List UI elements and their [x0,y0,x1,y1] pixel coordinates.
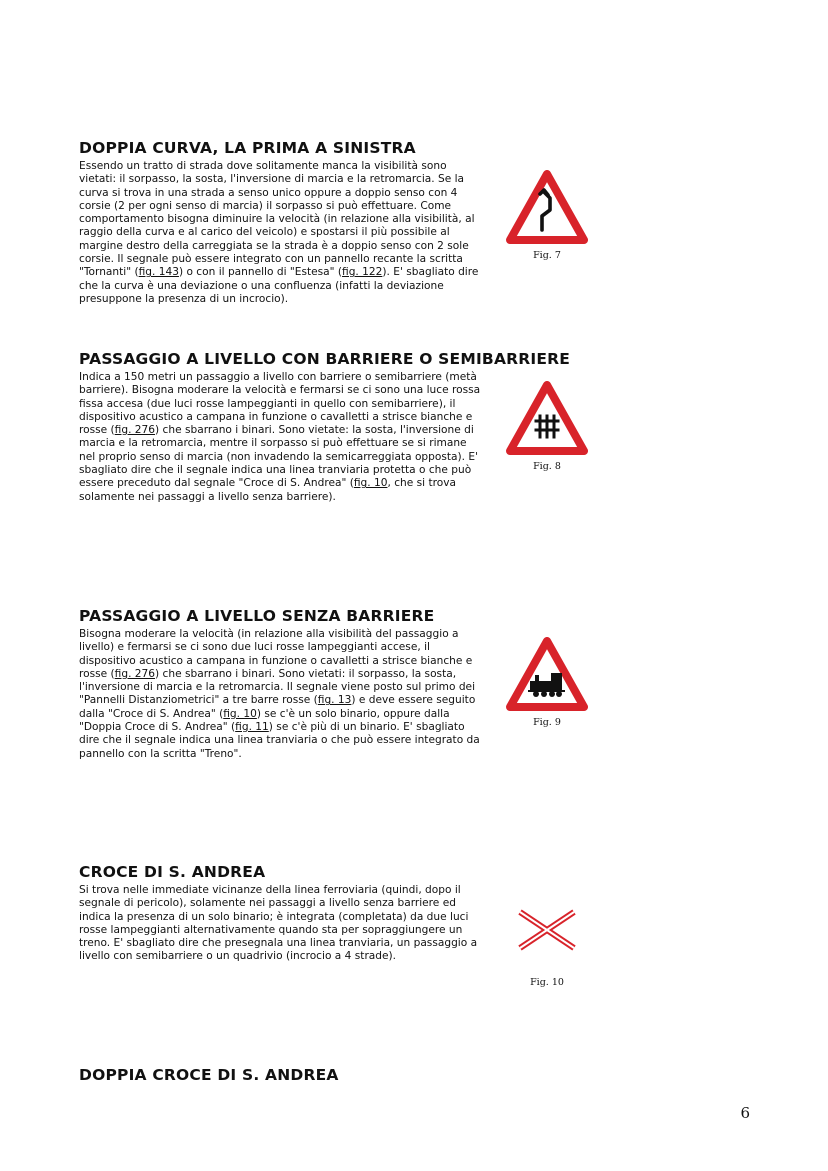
body-text: ) e deve essere seguito dalla "Croce di S. Andrea" ( [79,694,476,720]
double-curve-left-sign-icon [506,170,588,244]
figure-link[interactable]: fig. 10 [223,707,257,720]
body-text: ) o con il pannello di "Estesa" ( [178,266,343,279]
body-text: ) che sbarrano i binari. Sono vietate: la sosta, l'inversione di marcia e la retromarcia, mentre il sorpasso si può effettuare se si rimane nel proprio senso di marcia (non invadendo la semicarreggiata opposta). E' sbagliato dire che il segnale indica una linea tranviaria protetta o che può essere preceduto dal segnale "Croce di S. Andrea" ( [79,424,478,490]
section-body [79,628,482,761]
section-title: CROCE DI S. ANDREA [79,863,266,881]
body-text: Essendo un tratto di strada dove solitamente manca la visibilità sono vietati: il sorpasso, la sosta, l'inversione di marcia e la retromarcia. Se la curva si trova in una strada a senso unico oppure a doppio senso con 4 corsie (2 per ogni senso di marcia) il sorpasso si può effettuare. Come comportamento bisogna diminuire la velocità (in relazione alla visibilità, al raggio della curva e al carico del veicolo) e spostarsi il più possibile al margine destro della carreggiata se la strada è a doppio senso con 2 sole corsie. Il segnale può essere integrato con un pannello recante la scritta "Tornanti" ( [79,160,475,279]
body-text: Si trova nelle immediate vicinanze della linea ferroviaria (quindi, dopo il segnale di pericolo), solamente nei passaggi a livello senza barriere ed indica la presenza di un solo binario; è integrata (completata) da due luci rosse lampeggianti alternativamente quando sta per sopraggiungere un treno. E' sbagliato dire che presegnala una linea tranviaria, un passaggio a livello con semibarriere o un quadrivio (incrocio a 4 strade). [79,884,478,963]
figure-caption: Fig. 10 [530,977,564,988]
section-body [79,160,482,306]
page-number: 6 [740,1104,750,1122]
section-title: PASSAGGIO A LIVELLO SENZA BARRIERE [79,607,435,625]
figure-caption: Fig. 7 [533,250,561,261]
section-title: DOPPIA CURVA, LA PRIMA A SINISTRA [79,139,416,157]
section-title: PASSAGGIO A LIVELLO CON BARRIERE O SEMIBARRIERE [79,350,571,368]
level-crossing-barriers-sign-icon [506,381,588,455]
figure-9 [505,637,589,728]
level-crossing-no-barriers-sign-icon [506,637,588,711]
body-text: ) se c'è più di un binario. E' sbagliato dire che il segnale indica una linea tranviaria o che può essere integrato da pannello con la scritta "Treno". [79,721,480,760]
figure-8 [505,381,589,472]
section-title: DOPPIA CROCE DI S. ANDREA [79,1066,339,1084]
body-text: ). E' sbagliato dire che la curva è una deviazione o una confluenza (infatti la deviazione presuppone la presenza di un incrocio). [79,266,479,305]
figure-caption: Fig. 9 [533,717,561,728]
figure-7 [505,170,589,261]
figure-link[interactable]: fig. 143 [138,266,179,279]
figure-link[interactable]: fig. 276 [114,424,156,437]
figure-link[interactable]: fig. 11 [235,721,269,734]
body-text: Indica a 150 metri un passaggio a livello con barriere o semibarriere (metà barriere). Bisogna moderare la velocità e fermarsi se ci sono una luce rossa fissa accesa (due luci rosse lampeggianti in quello con semibarriere), il dispositivo acustico a campana in funzione o cavalletti a strisce bianche e rosse ( [79,371,481,437]
section-body [79,371,482,504]
figure-link[interactable]: fig. 276 [114,667,156,680]
saint-andrew-cross-sign-icon [516,908,578,952]
body-text: ) se c'è un solo binario, oppure dalla "Doppia Croce di S. Andrea" ( [79,707,450,734]
body-text: ) che sbarrano i binari. Sono vietati: il sorpasso, la sosta, l'inversione di marcia e la retromarcia. Il segnale viene posto sul primo dei "Pannelli Distanziometrici" a tre barre rosse ( [79,667,476,707]
figure-10 [505,908,589,988]
figure-link[interactable]: fig. 122 [342,266,383,279]
body-text: Bisogna moderare la velocità (in relazione alla visibilità del passaggio a livello) e fermarsi se ci sono due luci rosse lampeggianti accese, il dispositivo acustico a campana in funzione o cavalletti a strisce bianche e rosse ( [79,628,473,680]
figure-caption: Fig. 8 [533,461,561,472]
figure-link[interactable]: fig. 10 [353,477,388,490]
section-doppia-croce-s-andrea [79,1066,624,1087]
section-body [79,884,482,964]
body-text: , che si trova solamente nei passaggi a livello senza barriere). [79,477,456,503]
figure-link[interactable]: fig. 13 [317,694,352,707]
